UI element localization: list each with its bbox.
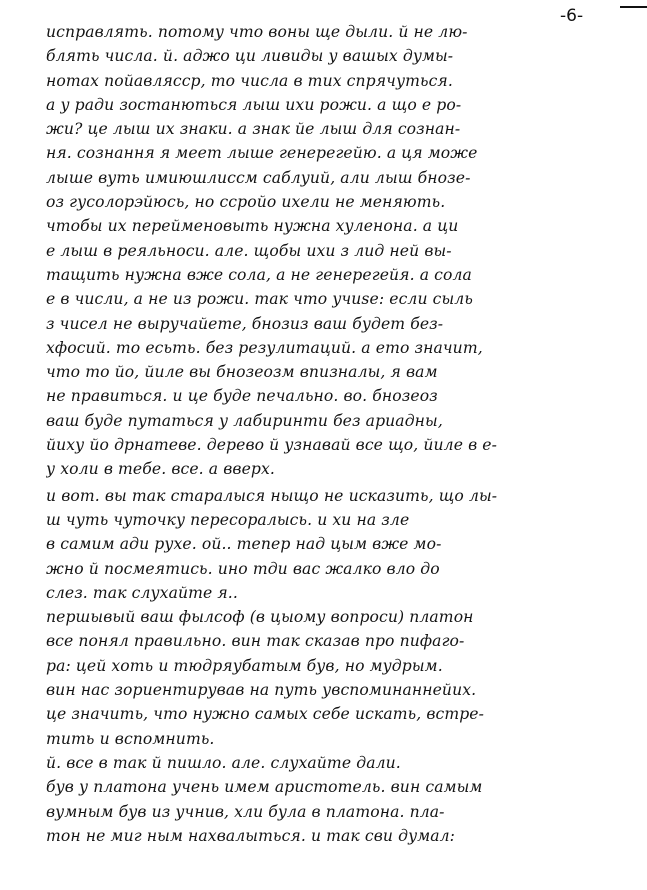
text-line: все понял правильно. вин так сказав про пифаго- (46, 632, 465, 651)
text-line: нотах пойавлясср, то числа в тих спрячуться. (46, 71, 453, 90)
text-line: е лыш в реяльноси. але. щобы ихи з лид ней вы- (46, 241, 452, 260)
text-line: и вот. вы так старалыся ныщо не исказить, що лы- (46, 486, 498, 505)
text-line: тить и вспомнить. (46, 729, 215, 748)
text-line: з чисел не выручайете, бнозиз ваш будет без- (46, 314, 444, 333)
text-line: е в числи, а не из рожи. так что учиse: если сыль (46, 290, 473, 309)
text-line: тон не миг ным нахвалыться. и так сви думал: (46, 826, 456, 845)
text-line: ш чуть чуточку пересоралысь. и хи на зле (46, 510, 410, 529)
text-line: оз гусолорэйюсь, но ссройо ихели не меняють. (46, 193, 446, 212)
text-line: жно й посмеятись. ино тди вас жалко вло до (46, 559, 440, 578)
text-line: лыше вуть имиюшлиссм саблуий, али лыш бнозе- (46, 168, 471, 187)
text-line: а у ради зостанються лыш ихи рожи. а що е ро- (46, 95, 462, 114)
text-line: ра: цей хоть и тюдряубатым був, но мудрым. (46, 656, 443, 675)
text-line: тащить нужна вже сола, а не генерегейя. а сола (46, 265, 472, 284)
text-line: першывый ваш фылсоф (в цыому вопроси) платон (46, 608, 474, 627)
text-line: в самим ади рухе. ой.. тепер над цым вже мо- (46, 535, 442, 554)
text-line: ваш буде путаться у лабиринти без ариадны, (46, 411, 443, 430)
text-line: жи? це лыш их знаки. а знак йе лыш для сознан- (46, 120, 461, 139)
text-line: не правиться. и це буде печально. во. бнозеоз (46, 387, 438, 406)
handwritten-text (46, 20, 606, 848)
text-line: у холи в тебе. все. а вверх. (46, 460, 275, 479)
text-line: й. все в так й пишло. але. слухайте дали. (46, 753, 401, 772)
text-line: блять числа. й. аджо ци ливиды у вашых думы- (46, 47, 454, 66)
corner-rule (620, 6, 647, 8)
text-line: исправлять. потому что воны ще дыли. й не лю- (46, 23, 468, 41)
text-line: ня. сознання я меет лыше генерегейю. а ця може (46, 144, 478, 163)
text-line: це значить, что нужно самых себе искать, встре- (46, 705, 484, 724)
text-line: слез. так слухайте я.. (46, 583, 238, 602)
text-line: вин нас зориентирував на путь увспоминаннейих. (46, 681, 477, 700)
text-line: чтобы их перейменовыть нужна хуленона. а ци (46, 217, 459, 236)
text-line: йиху йо дрнатеве. дерево й узнавай все що, йиле в е- (46, 436, 498, 455)
text-line: хфосий. то есьть. без резулитаций. а ето значит, (46, 338, 483, 357)
page-number: -6- (560, 6, 584, 26)
text-line: був у платона учень имем аристотель. вин самым (46, 778, 483, 797)
text-line: что то йо, йиле вы бнозеозм впизналы, я вам (46, 363, 438, 382)
text-line: вумным був из учнив, хли була в платона. пла- (46, 802, 445, 821)
